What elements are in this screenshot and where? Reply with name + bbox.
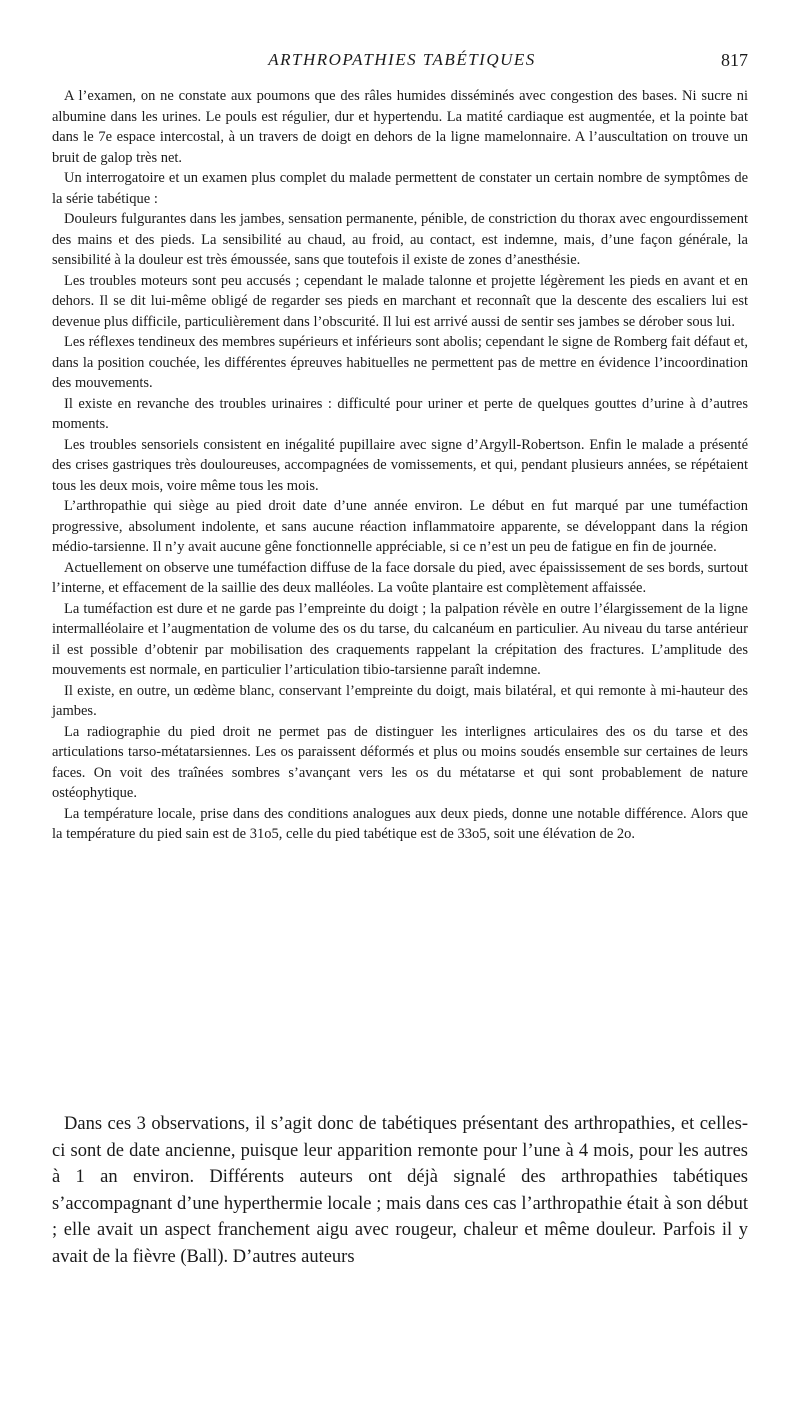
paragraph: A l’examen, on ne constate aux poumons que des râles humides disséminés avec congestion des bases. Ni sucre ni albumine dans les urines. Le pouls est régulier, dur et hypertendu. La matité cardiaque est augmentée, et la pointe bat dans le 7e espace intercostal, à un travers de doigt en dehors de la ligne mamelonnaire. A l’auscultation on trouve un bruit de galop très net. [52,88,748,166]
paragraph: La température locale, prise dans des conditions analogues aux deux pieds, donne une notable différence. Alors que la température du pied sain est de 31o5, celle du pied tabétique est de 33o5, soit une élévation de 2o. [52,805,748,842]
paragraph: Les troubles moteurs sont peu accusés ; cependant le malade talonne et projette légèrement les pieds en avant et en dehors. Il se dit lui-même obligé de regarder ses pieds en marchant et reconnaît que la descente des escaliers lui est devenue plus difficile, particulièrement dans l’obscurité. Il lui est arrivé aussi de sentir ses jambes se dérober sous lui. [52,272,748,330]
paragraph: Douleurs fulgurantes dans les jambes, sensation permanente, pénible, de constriction du thorax avec engourdissement des mains et des pieds. La sensibilité au chaud, au froid, au contact, est indemne, mais, d’une façon générale, la sensibilité à la douleur est très émoussée, sans que toutefois il existe de zones d’anesthésie. [52,211,748,268]
paragraph: La radiographie du pied droit ne permet pas de distinguer les interlignes articulaires des os du tarse et des articulations tarso-métatarsiennes. Les os paraissent déformés et plus ou moins soudés ensemble sur certaines de leurs faces. On voit des traînées sombres s’avançant vers les os du métatarse et qui sont probablement de nature ostéophytique. [52,723,748,801]
paragraph: Un interrogatoire et un examen plus complet du malade permettent de constater un certain nombre de symptômes de la série tabétique : [52,170,748,207]
paragraph: L’arthropathie qui siège au pied droit date d’une année environ. Le début en fut marqué par une tuméfaction progressive, absolument indolente, et sans aucune réaction inflammatoire apparente, se développant dans la région médio-tarsienne. Il n’y avait aucune gêne fonctionnelle appréciable, si ce n’est un peu de fatigue en fin de journée. [52,498,748,555]
conclusion-paragraph: Dans ces 3 observations, il s’agit donc de tabétiques présentant des arthropathies, et celles-ci sont de date ancienne, puisque leur apparition remonte pour l’une à 4 mois, pour les autres à 1 an environ. Différents auteurs ont déjà signalé des arthropathies tabétiques s’accompagnant d’une hyperthermie locale ; mais dans ces cas l’arthropathie était à son début ; elle avait un aspect franchement aigu avec rougeur, chaleur et même douleur. Parfois il y avait de la fièvre (Ball). D’autres auteurs [52,1114,748,1267]
page-number: 817 [721,50,748,70]
running-title: ARTHROPATHIES TABÉTIQUES [268,50,536,69]
paragraph: Il existe en revanche des troubles urinaires : difficulté pour uriner et perte de quelques gouttes d’urine à d’autres moments. [52,395,748,432]
paragraph: Actuellement on observe une tuméfaction diffuse de la face dorsale du pied, avec épaississement de ses bords, surtout l’interne, et effacement de la saillie des deux malléoles. La voûte plantaire est complètement affaissée. [52,559,748,596]
paragraph: Les réflexes tendineux des membres supérieurs et inférieurs sont abolis; cependant le signe de Romberg fait défaut et, dans la position couchée, les différentes épreuves habituelles ne permettent pas de mettre en évidence l’incoordination des mouvements. [52,334,748,391]
paragraph: Les troubles sensoriels consistent en inégalité pupillaire avec signe d’Argyll-Robertson. Enfin le malade a présenté des crises gastriques très douloureuses, accompagnées de vomissements, et qui, pendant plusieurs années, se répétaient tous les deux mois, voire même tous les mois. [52,436,748,494]
conclusion-text [52,1111,748,1270]
observation-text [52,86,748,845]
paragraph: La tuméfaction est dure et ne garde pas l’empreinte du doigt ; la palpation révèle en outre l’élargissement de la ligne intermalléolaire et l’augmentation de volume des os du tarse, du calcanéum en particulier. Au niveau du tarse antérieur il est possible d’obtenir par mobilisation des craquements rappelant la crépitation des fractures. L’amplitude des mouvements est normale, en particulier l’articulation tibio-tarsienne paraît indemne. [52,600,748,678]
paragraph: Il existe, en outre, un œdème blanc, conservant l’empreinte du doigt, mais bilatéral, et qui remonte à mi-hauteur des jambes. [52,682,748,719]
page-header [56,48,748,76]
